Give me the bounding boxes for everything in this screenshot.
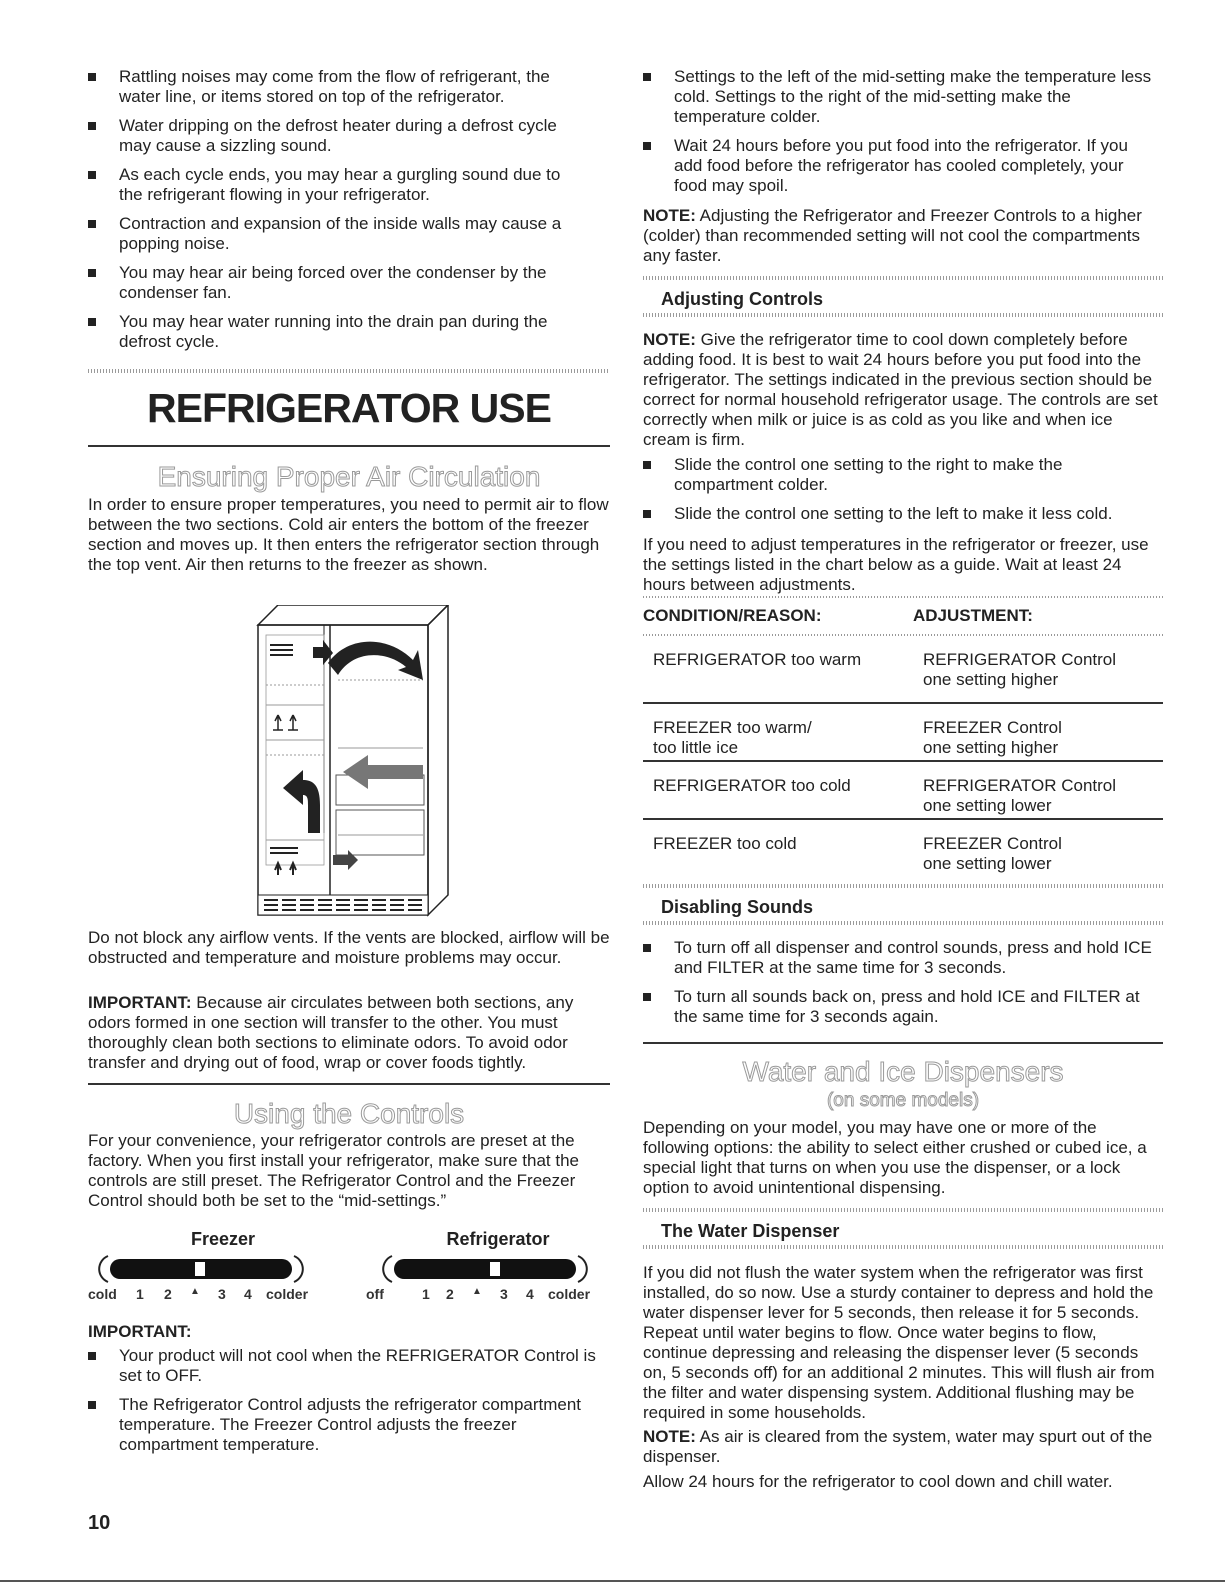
condition-text: FREEZER too warm/	[653, 718, 812, 737]
condition-text: REFRIGERATOR too cold	[653, 776, 851, 795]
list-item: Water dripping on the defrost heater during a defrost cycle may cause a sizzling sound.	[88, 116, 588, 156]
scale-label: 3	[500, 1286, 508, 1302]
adjustment-text: one setting higher	[923, 738, 1059, 757]
adjustment-text: one setting lower	[923, 854, 1052, 873]
list-item: To turn all sounds back on, press and hold ICE and FILTER at the same time for 3 seconds again.	[643, 987, 1158, 1027]
controls-important-list	[88, 1346, 603, 1455]
list-item: Rattling noises may come from the flow of refrigerant, the water line, or items stored on top of the refrigerator.	[88, 67, 588, 107]
note-text: Adjusting the Refrigerator and Freezer Controls to a higher (colder) than recommended setting will not cool the compartments any faster.	[643, 206, 1142, 265]
adjusting-guide: If you need to adjust temperatures in the refrigerator or freezer, use the settings listed in the chart below as a guide. Wait at least 24 hours between adjustments.	[643, 535, 1149, 594]
divider	[643, 1042, 1163, 1044]
condition-text: REFRIGERATOR too warm	[653, 650, 862, 669]
important-label: IMPORTANT:	[88, 993, 192, 1012]
section-title-airflow: Ensuring Proper Air Circulation	[157, 461, 541, 492]
page-title: REFRIGERATOR USE	[147, 385, 551, 431]
table-row	[643, 820, 1163, 876]
section-title-water-dispenser: The Water Dispenser	[661, 1221, 840, 1241]
page-number: 10	[88, 1512, 111, 1534]
note-text: As air is cleared from the system, water may spurt out of the dispenser.	[643, 1427, 1153, 1466]
table-cell	[923, 834, 1163, 876]
divider	[88, 369, 610, 373]
condition-text: FREEZER too cold	[653, 834, 797, 853]
note-label: NOTE:	[643, 206, 696, 225]
list-item: As each cycle ends, you may hear a gurgling sound due to the refrigerant flowing in your refrigerator.	[88, 165, 588, 205]
disabling-list	[643, 938, 1158, 1027]
scale-label: 3	[218, 1286, 226, 1302]
table-cell	[923, 650, 1163, 702]
scale-mid-marker: ▲	[190, 1286, 200, 1297]
list-item: To turn off all dispenser and control sounds, press and hold ICE and FILTER at the same time for 3 seconds.	[643, 938, 1158, 978]
scale-mid-marker: ▲	[472, 1286, 482, 1297]
refrigerator-scale	[366, 1286, 610, 1302]
list-item: Settings to the left of the mid-setting make the temperature less cold. Settings to the right of the mid-setting make the temperature colder.	[643, 67, 1158, 127]
table-cell	[643, 834, 923, 876]
table-cell	[643, 718, 923, 760]
water-dispenser-text: If you did not flush the water system when the refrigerator was first installed, do so now. Use a sturdy container to depress and hold the water dispenser lever for 5 seconds, then release it for 5 seconds. Repeat until water begins to flow. Once water begins to flow, continue depressing and releasing the dispenser lever (5 seconds on, 5 seconds off) for an additional 2 minutes. This will flush air from the filter and water dispensing system. Additional flushing may be required in some households.	[643, 1263, 1155, 1422]
scale-label: cold	[88, 1286, 117, 1302]
divider	[88, 445, 610, 447]
scale-label: 1	[136, 1286, 144, 1302]
adjustment-text: one setting lower	[923, 796, 1052, 815]
dispensers-intro: Depending on your model, you may have one or more of the following options: the ability to select either crushed or cubed ice, a special light that turns on when you use the dispenser, or a lock option to avoid unintentional dispensing.	[643, 1118, 1147, 1197]
scale-label: colder	[548, 1286, 591, 1302]
adjustment-text: REFRIGERATOR Control	[923, 650, 1117, 669]
freezer-scale	[88, 1286, 328, 1302]
section-title-controls: Using the Controls	[233, 1098, 465, 1129]
list-item: The Refrigerator Control adjusts the refrigerator compartment temperature. The Freezer Control adjusts the freezer compartment temperature.	[88, 1395, 603, 1455]
section-title-dispensers: Water and Ice Dispensers	[742, 1056, 1064, 1087]
adjusting-note	[643, 330, 1163, 450]
adjustment-text: REFRIGERATOR Control	[923, 776, 1117, 795]
adjustment-text: FREEZER Control	[923, 834, 1062, 853]
sounds-list	[88, 67, 588, 352]
refrigerator-label: Refrigerator	[446, 1229, 550, 1249]
table-row	[643, 762, 1163, 820]
list-item: You may hear air being forced over the condenser by the condenser fan.	[88, 263, 588, 303]
divider	[643, 1245, 1163, 1249]
table-row	[643, 704, 1163, 762]
list-item: Contraction and expansion of the inside walls may cause a popping noise.	[88, 214, 588, 254]
divider	[643, 276, 1163, 280]
airflow-important	[88, 993, 610, 1073]
freezer-label: Freezer	[190, 1229, 256, 1249]
scale-label: 2	[446, 1286, 454, 1302]
table-header	[643, 598, 1163, 630]
scale-label: off	[366, 1286, 384, 1302]
adjustment-text: one setting higher	[923, 670, 1059, 689]
adjustment-table	[643, 596, 1163, 876]
section-title-adjusting: Adjusting Controls	[661, 289, 823, 309]
note-label: NOTE:	[643, 1427, 696, 1446]
list-item: Slide the control one setting to the left to make it less cold.	[643, 504, 1158, 524]
refrigerator-control	[366, 1228, 610, 1302]
scale-label: 4	[244, 1286, 252, 1302]
divider	[88, 1083, 610, 1085]
table-cell	[643, 650, 923, 702]
water-allow: Allow 24 hours for the refrigerator to cool down and chill water.	[643, 1472, 1113, 1491]
note-label: NOTE:	[643, 330, 696, 349]
important-text: Because air circulates between both sections, any odors formed in one section will transfer to the other. You must thoroughly clean both sections to eliminate odors. To avoid odor transfer and drying out of food, wrap or cover foods tightly.	[88, 993, 574, 1072]
table-row	[643, 636, 1163, 704]
list-item: Wait 24 hours before you put food into the refrigerator. If you add food before the refrigerator has cooled completely, your food may spoil.	[643, 136, 1158, 196]
settings-list	[643, 67, 1158, 196]
airflow-note: Do not block any airflow vents. If the vents are blocked, airflow will be obstructed and temperature and moisture problems may occur.	[88, 928, 610, 967]
water-note	[643, 1427, 1163, 1467]
freezer-control	[88, 1228, 328, 1302]
condition-text: too little ice	[653, 738, 739, 757]
scale-label: 2	[164, 1286, 172, 1302]
divider	[643, 1208, 1163, 1212]
table-cell	[923, 776, 1163, 818]
adjusting-list	[643, 455, 1158, 524]
controls-intro: For your convenience, your refrigerator controls are preset at the factory. When you first install your refrigerator, make sure that the controls are still preset. The Refrigerator Control and the Freezer Control should both be set to the “mid-settings.”	[88, 1131, 579, 1210]
list-item: You may hear water running into the drain pan during the defrost cycle.	[88, 312, 588, 352]
column-header: ADJUSTMENT:	[913, 606, 1033, 625]
page-bottom-rule	[0, 1580, 1225, 1582]
adjustment-text: FREEZER Control	[923, 718, 1062, 737]
controls-important-label: IMPORTANT:	[88, 1322, 192, 1341]
freezer-slider[interactable]	[96, 1254, 306, 1284]
refrigerator-slider[interactable]	[380, 1254, 590, 1284]
list-item: Slide the control one setting to the right to make the compartment colder.	[643, 455, 1158, 495]
divider	[643, 921, 1163, 925]
note-controls	[643, 206, 1163, 266]
table-cell	[923, 718, 1163, 760]
scale-label: 1	[422, 1286, 430, 1302]
section-title-disabling: Disabling Sounds	[661, 897, 814, 917]
column-header: CONDITION/REASON:	[643, 606, 822, 625]
scale-label: 4	[526, 1286, 534, 1302]
list-item: Your product will not cool when the REFRIGERATOR Control is set to OFF.	[88, 1346, 603, 1386]
divider	[643, 313, 1163, 317]
table-cell	[643, 776, 923, 818]
scale-label: colder	[266, 1286, 309, 1302]
airflow-intro: In order to ensure proper temperatures, you need to permit air to flow between the two sections. Cold air enters the bottom of the freezer section and moves up. It then enters the refrigerator section through the top vent. Air then returns to the freezer as shown.	[88, 495, 609, 574]
note-text: Give the refrigerator time to cool down completely before adding food. It is best to wait 24 hours before you put food into the refrigerator. The settings indicated in the previous section should be correct for normal household refrigerator usage. The controls are set correctly when milk or juice is as cold as you like and when ice cream is firm.	[643, 330, 1158, 449]
section-subtitle-dispensers: (on some models)	[826, 1090, 980, 1111]
divider	[643, 884, 1163, 888]
airflow-diagram	[238, 605, 458, 920]
